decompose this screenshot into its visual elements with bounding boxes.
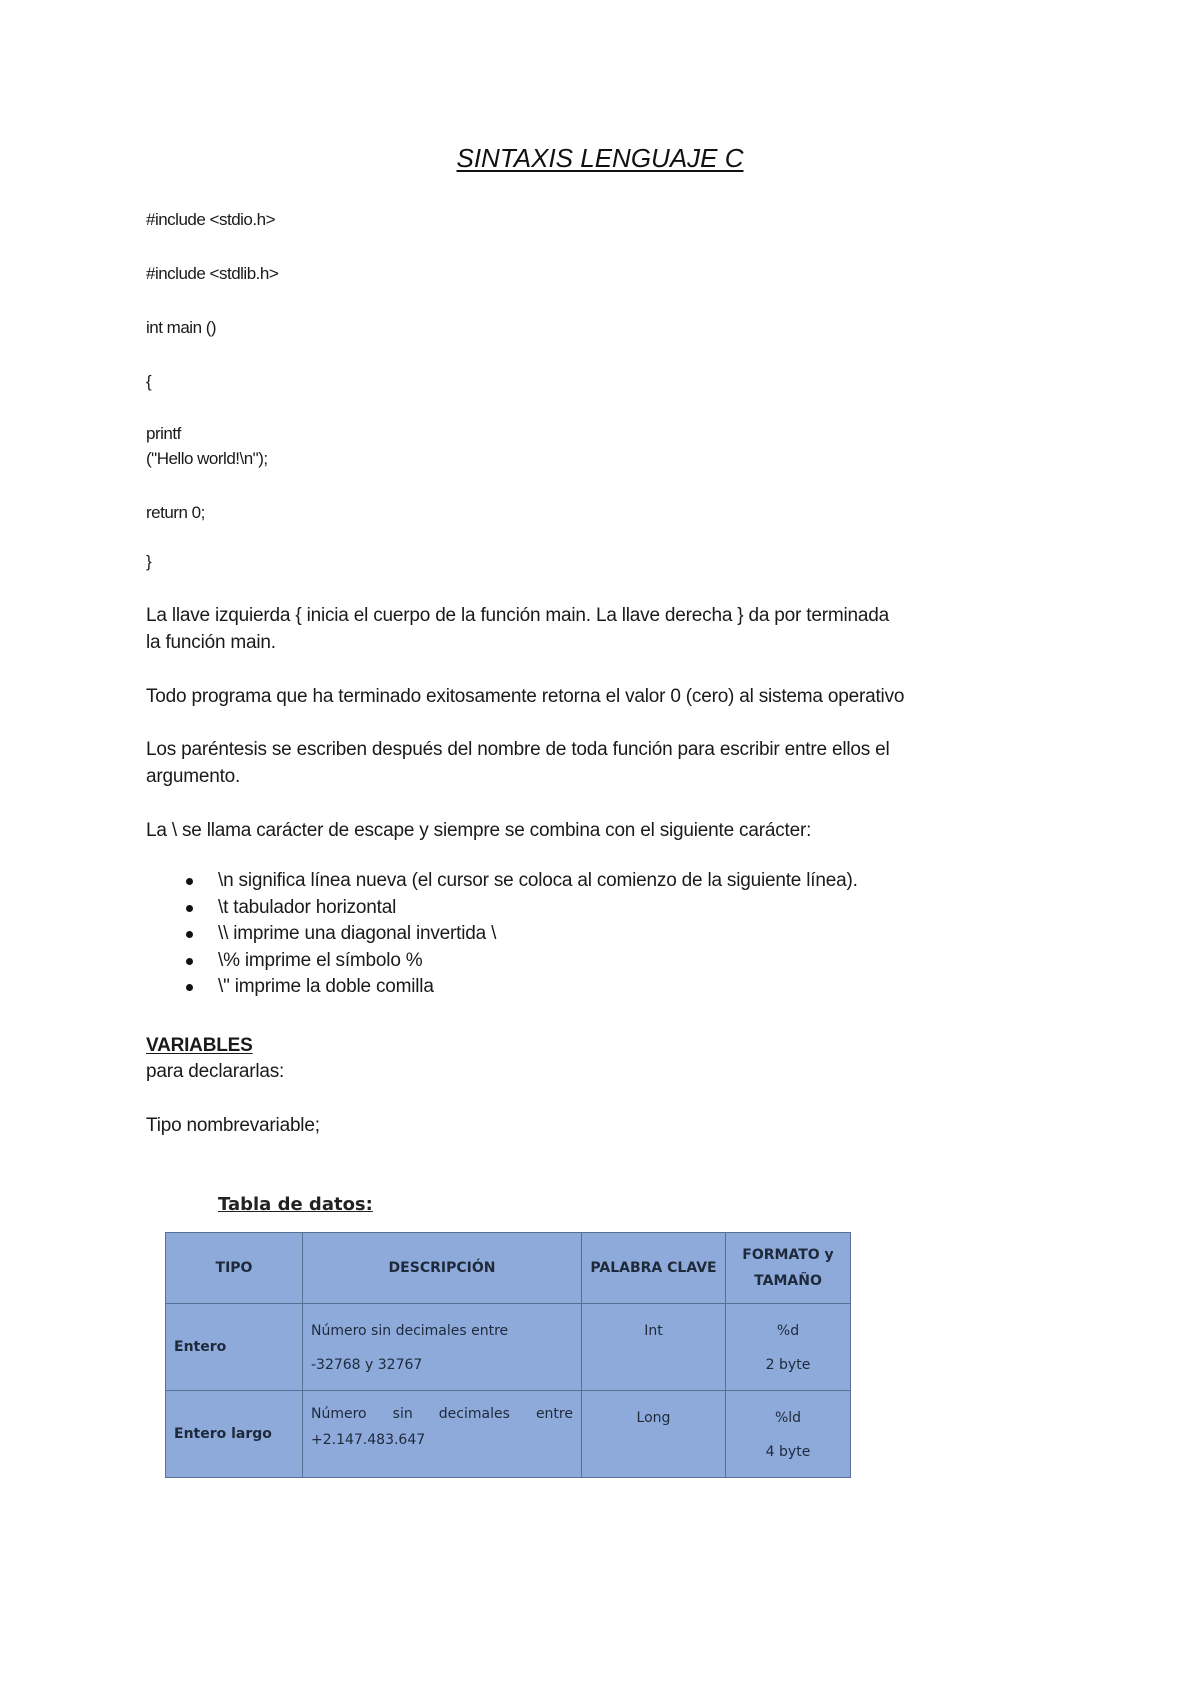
cell-palabra-clave: Int [582, 1304, 726, 1391]
bullet-icon [186, 878, 193, 885]
code-close-brace: } [146, 552, 152, 571]
header-descripcion: DESCRIPCIÓN [303, 1233, 582, 1304]
cell-descripcion: Número sin decimales entre -32768 y 32767 [303, 1304, 582, 1391]
header-tipo: TIPO [166, 1233, 303, 1304]
variables-heading: VARIABLES [146, 1035, 253, 1056]
page-title: SINTAXIS LENGUAJE C [456, 143, 744, 173]
code-printf-args: ("Hello world!\n"); [146, 449, 268, 468]
cell-tipo: Entero largo [166, 1391, 303, 1478]
paragraph-parentheses-line2: argumento. [146, 766, 241, 787]
cell-descripcion: Número sin decimales entre +2.147.483.647 [303, 1391, 582, 1478]
table-row [166, 1391, 851, 1478]
code-open-brace: { [146, 372, 152, 391]
cell-formato: %d 2 byte [726, 1304, 851, 1391]
list-item: \" imprime la doble comilla [146, 974, 858, 1001]
header-formato: FORMATO y TAMAÑO [726, 1233, 851, 1304]
code-include-stdlib: #include <stdlib.h> [146, 264, 279, 283]
bullet-icon [186, 931, 193, 938]
paragraph-braces-line2: la función main. [146, 632, 276, 653]
cell-palabra-clave: Long [582, 1391, 726, 1478]
paragraph-parentheses-line1: Los paréntesis se escriben después del nombre de toda función para escribir entre ellos el [146, 739, 890, 760]
data-types-table [165, 1232, 851, 1478]
cell-formato: %ld 4 byte [726, 1391, 851, 1478]
cell-tipo: Entero [166, 1304, 303, 1391]
paragraph-escape-char: La \ se llama carácter de escape y siempre se combina con el siguiente carácter: [146, 820, 812, 841]
code-main-declaration: int main () [146, 318, 217, 337]
bullet-icon [186, 984, 193, 991]
table-row [166, 1304, 851, 1391]
variables-syntax: Tipo nombrevariable; [146, 1115, 320, 1136]
table-caption: Tabla de datos: [218, 1194, 373, 1215]
code-include-stdio: #include <stdio.h> [146, 210, 275, 229]
list-item: \\ imprime una diagonal invertida \ [146, 921, 858, 948]
list-item: \% imprime el símbolo % [146, 948, 858, 975]
paragraph-braces-line1: La llave izquierda { inicia el cuerpo de la función main. La llave derecha } da por terminada [146, 605, 889, 626]
bullet-icon [186, 905, 193, 912]
list-item: \n significa línea nueva (el cursor se coloca al comienzo de la siguiente línea). [146, 868, 858, 895]
description-justified-line: Número sin decimales entre [311, 1406, 573, 1422]
escape-sequence-list [146, 868, 858, 1001]
table-header-row [166, 1233, 851, 1304]
header-palabra-clave: PALABRA CLAVE [582, 1233, 726, 1304]
code-printf: printf [146, 424, 181, 443]
variables-intro: para declararlas: [146, 1061, 285, 1082]
paragraph-return-value: Todo programa que ha terminado exitosamente retorna el valor 0 (cero) al sistema operativo [146, 686, 905, 707]
list-item: \t tabulador horizontal [146, 895, 858, 922]
code-return: return 0; [146, 503, 205, 522]
bullet-icon [186, 958, 193, 965]
